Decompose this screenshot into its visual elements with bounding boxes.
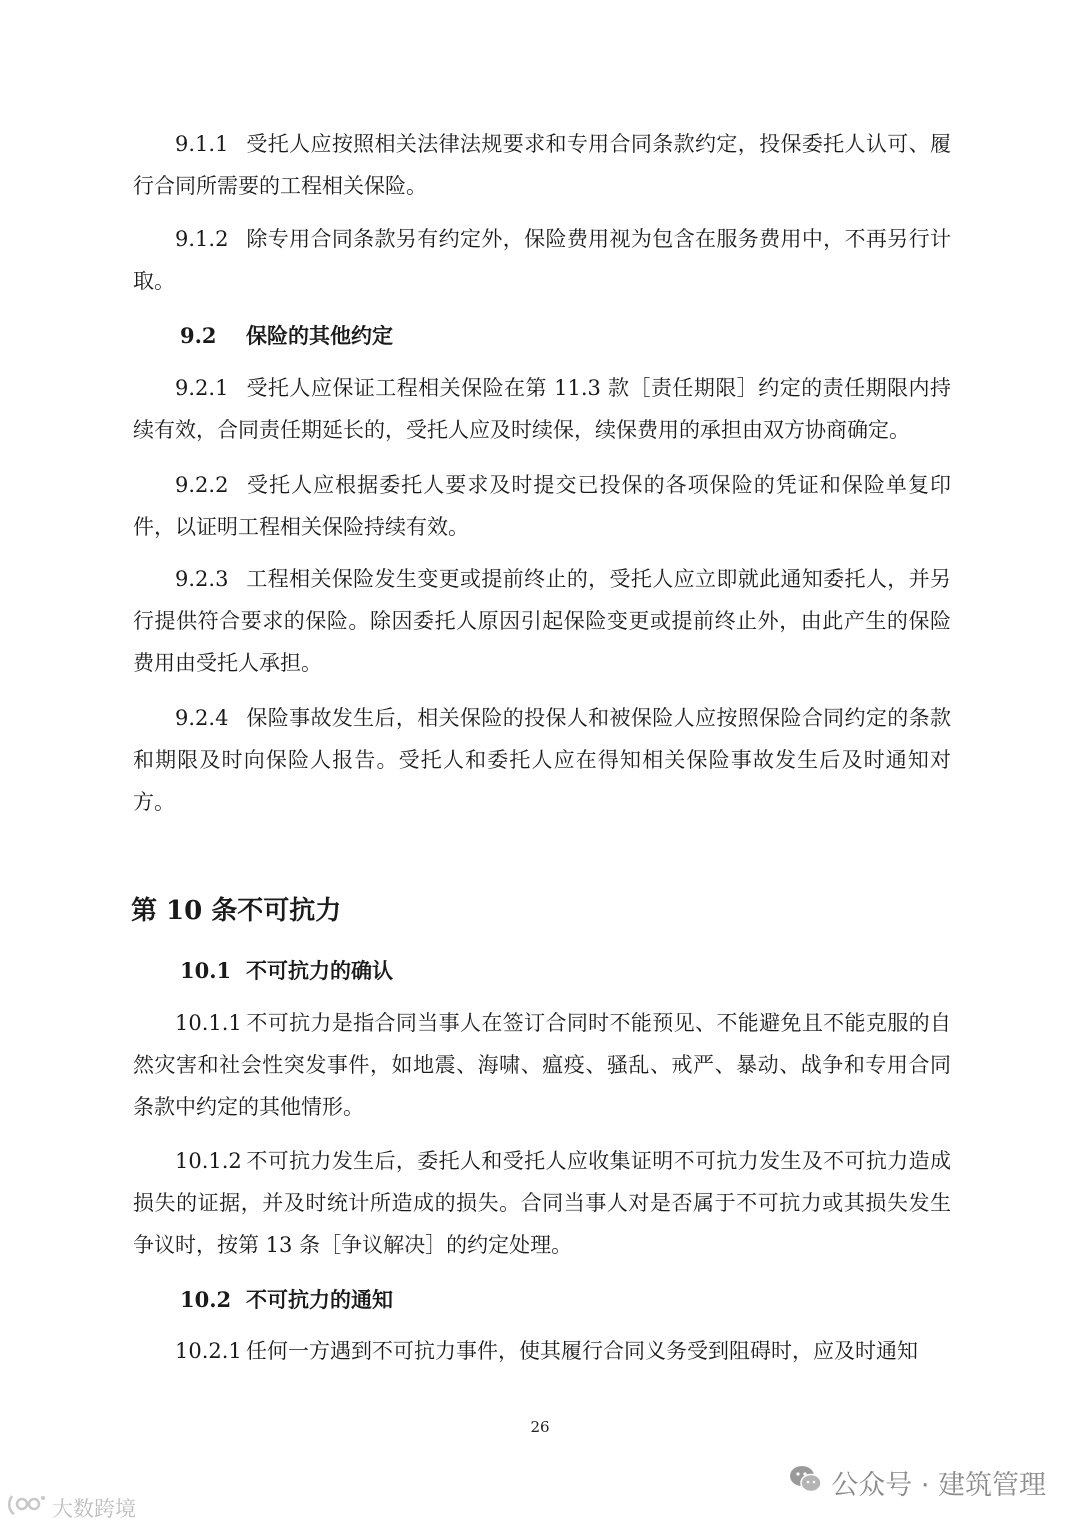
subheading-title: 不可抗力的确认 [246,958,393,983]
clause-number: 9.2.3 [175,567,229,591]
subheading-10-1 [180,956,393,986]
clause-9-2-1 [133,367,951,451]
subheading-10-2 [180,1285,393,1315]
clause-number: 10.1.2 [175,1149,242,1173]
clause-number: 9.2.4 [175,706,229,730]
clause-number: 9.1.1 [175,132,229,156]
wechat-watermark-text: 公众号 · 建筑管理 [831,1470,1046,1501]
logo-icon [6,1492,48,1523]
clause-text: 除专用合同条款另有约定外，保险费用视为包含在服务费用中，不再另行计取。 [133,227,951,293]
clause-9-2-4 [133,697,951,823]
clause-text: 工程相关保险发生变更或提前终止的，受托人应立即就此通知委托人，并另行提供符合要求的保险。除因委托人原因引起保险变更或提前终止外，由此产生的保险费用由受托人承担。 [133,567,951,675]
subheading-number: 10.1 [180,958,232,983]
subheading-title: 不可抗力的通知 [246,1287,393,1312]
clause-text: 受托人应保证工程相关保险在第 11.3 款［责任期限］约定的责任期限内持续有效，合同责任期延长的，受托人应及时续保，续保费用的承担由双方协商确定。 [133,376,951,442]
corner-watermark-text: 大数跨境 [52,1496,136,1521]
page-number: 26 [530,1418,550,1436]
clause-9-1-1 [133,123,951,207]
clause-9-2-2 [133,464,951,548]
subheading-9-2 [180,321,393,351]
subheading-number: 9.2 [180,323,217,348]
section-title: 第 10 条不可抗力 [131,896,342,926]
clause-text: 不可抗力是指合同当事人在签订合同时不能预见、不能避免且不能克服的自然灾害和社会性突发事件，如地震、海啸、瘟疫、骚乱、戒严、暴动、战争和专用合同条款中约定的其他情形。 [133,1011,951,1119]
clause-text: 受托人应按照相关法律法规要求和专用合同条款约定，投保委托人认可、履行合同所需要的工程相关保险。 [133,132,951,198]
clause-10-1-2 [133,1140,951,1266]
clause-number: 10.1.1 [175,1011,242,1035]
clause-text: 受托人应根据委托人要求及时提交已投保的各项保险的凭证和保险单复印件，以证明工程相关保险持续有效。 [133,473,951,539]
clause-9-1-2 [133,218,951,302]
subheading-number: 10.2 [180,1287,232,1312]
clause-number: 10.2.1 [175,1339,242,1363]
subheading-title: 保险的其他约定 [246,323,393,348]
clause-text: 不可抗力发生后，委托人和受托人应收集证明不可抗力发生及不可抗力造成损失的证据，并及时统计所造成的损失。合同当事人对是否属于不可抗力或其损失发生争议时，按第 13 条［争议解决］的约定处理。 [133,1149,951,1257]
wechat-icon [789,1464,823,1501]
clause-text: 任何一方遇到不可抗力事件，使其履行合同义务受到阻碍时，应及时通知 [246,1339,918,1363]
clause-number: 9.1.2 [175,227,229,251]
clause-number: 9.2.2 [175,473,229,497]
clause-number: 9.2.1 [175,376,229,400]
clause-10-1-1 [133,1002,951,1128]
corner-watermark [6,1492,136,1523]
clause-text: 保险事故发生后，相关保险的投保人和被保险人应按照保险合同约定的条款和期限及时向保险人报告。受托人和委托人应在得知相关保险事故发生后及时通知对方。 [133,706,951,814]
wechat-watermark [789,1463,1046,1502]
clause-10-2-1 [133,1330,951,1372]
clause-9-2-3 [133,558,951,684]
